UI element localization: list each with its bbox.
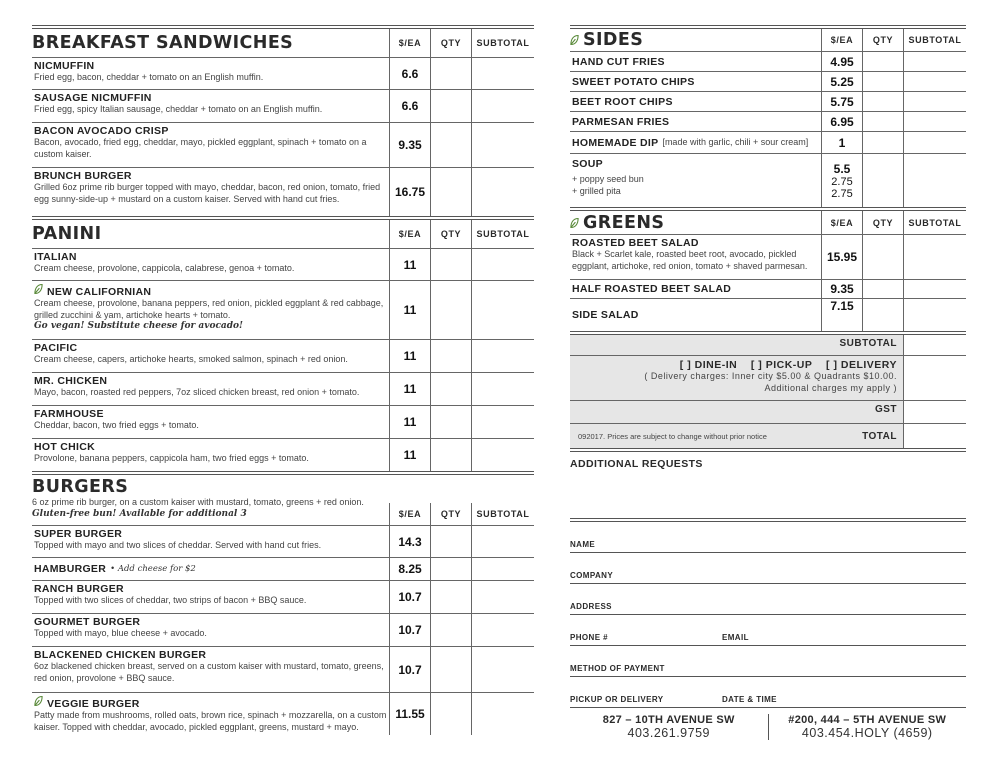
item-desc: Provolone, banana peppers, cappicola ham, two fried eggs + tomato.: [34, 453, 309, 463]
subtotal-cell[interactable]: [471, 90, 534, 122]
menu-item: [570, 298, 966, 331]
option-price: 2.75: [831, 187, 853, 200]
delivery-note: Additional charges my apply ): [764, 382, 897, 393]
item-price: 5.25: [821, 72, 862, 91]
qty-cell[interactable]: [430, 693, 471, 735]
payment-field[interactable]: [570, 646, 966, 677]
price-col-header: $/EA: [821, 211, 862, 234]
item-name: PARMESAN FRIES: [572, 115, 670, 128]
leaf-icon: [34, 283, 43, 295]
item-price: 6.95: [821, 112, 862, 131]
qty-cell[interactable]: [430, 373, 471, 405]
qty-cell[interactable]: [862, 280, 903, 298]
item-price: 11: [389, 439, 430, 471]
item-desc: Patty made from mushrooms, rolled oats, brown rice, spinach + mozzarella, on a custom kaiser. Topped with cheddar, avocado, pickled eggplant, greens, mustard + mayo.: [34, 710, 387, 732]
right-column: [570, 25, 966, 740]
item-name: GOURMET BURGER: [34, 616, 141, 628]
qty-col-header: QTY: [430, 503, 471, 525]
item-name: SIDE SALAD: [572, 309, 639, 321]
qty-cell[interactable]: [430, 581, 471, 613]
section-title: BURGERS: [32, 477, 129, 497]
total-label: TOTAL: [862, 430, 897, 442]
subtotal-col-header: SUBTOTAL: [471, 29, 534, 57]
gst-label: GST: [874, 404, 897, 415]
gluten-free-note: Gluten-free bun! Available for additional 3: [32, 508, 247, 519]
menu-item: [32, 692, 534, 735]
subtotal-cell[interactable]: [471, 58, 534, 89]
price-col-header: $/EA: [389, 29, 430, 57]
item-price: 11.55: [389, 693, 430, 735]
qty-cell[interactable]: [862, 112, 903, 131]
subtotal-cell[interactable]: [903, 235, 966, 279]
item-price: 1: [821, 132, 862, 153]
name-label: NAME: [570, 540, 596, 549]
item-desc: Black + Scarlet kale, roasted beet root, avocado, pickled eggplant, artichoke, red onion, tomato + shaved parmesan.: [572, 249, 808, 271]
section-title: GREENS: [583, 212, 665, 233]
item-price: 11: [389, 373, 430, 405]
qty-cell[interactable]: [430, 249, 471, 280]
item-desc: Bacon, avocado, fried egg, cheddar, mayo, pickled eggplant, spinach + tomato on a custom kaiser.: [34, 137, 367, 159]
item-name: BRUNCH BURGER: [34, 170, 132, 182]
item-price: 8.25: [389, 558, 430, 580]
item-desc: Grilled 6oz prime rib burger topped with mayo, cheddar, bacon, red onion, tomato, fried egg sunny-side-up + mustard on a custom kaiser. Served with hand cut fries.: [34, 182, 381, 204]
item-price: 10.7: [389, 647, 430, 692]
totals-box: [570, 335, 966, 448]
menu-item: [570, 234, 966, 279]
soup-option: + poppy seed bun: [572, 174, 644, 184]
item-name: MR. CHICKEN: [34, 375, 108, 387]
item-price: 15.95: [821, 235, 862, 279]
menu-item: [32, 405, 534, 438]
item-name: HALF ROASTED BEET SALAD: [572, 283, 732, 295]
location-address: #200, 444 – 5TH AVENUE SW: [788, 714, 947, 726]
subtotal-col-header: SUBTOTAL: [903, 211, 966, 234]
subtotal-cell[interactable]: [903, 72, 966, 91]
add-cheese-note: • Add cheese for $2: [110, 564, 196, 574]
item-price: 16.75: [389, 168, 430, 216]
qty-cell[interactable]: [862, 132, 903, 153]
item-price: 5.75: [821, 92, 862, 111]
qty-cell[interactable]: [430, 90, 471, 122]
item-name: FARMHOUSE: [34, 408, 104, 420]
pick-up-checkbox[interactable]: [ ] PICK-UP: [750, 359, 813, 371]
email-label: EMAIL: [722, 633, 749, 642]
payment-label: METHOD OF PAYMENT: [570, 664, 665, 673]
qty-col-header: QTY: [862, 29, 903, 51]
item-name: PACIFIC: [34, 342, 78, 354]
delivery-value[interactable]: [903, 356, 966, 400]
menu-item: [32, 580, 534, 613]
greens-header: [570, 211, 966, 234]
menu-item: [32, 248, 534, 280]
item-name: BACON AVOCADO CRISP: [34, 125, 169, 137]
item-name: BLACKENED CHICKEN BURGER: [34, 649, 207, 661]
price-col-header: $/EA: [389, 503, 430, 525]
dip-note: [made with garlic, chili + sour cream]: [662, 136, 809, 147]
qty-cell[interactable]: [430, 406, 471, 438]
qty-cell[interactable]: [430, 558, 471, 580]
qty-col-header: QTY: [430, 29, 471, 57]
address-label: ADDRESS: [570, 602, 612, 611]
qty-cell[interactable]: [430, 340, 471, 372]
item-desc: Mayo, bacon, roasted red peppers, 7oz sliced chicken breast, red onion + tomato.: [34, 387, 360, 397]
item-price: 11: [389, 340, 430, 372]
company-label: COMPANY: [570, 571, 614, 580]
subtotal-cell[interactable]: [903, 280, 966, 298]
menu-item: [32, 438, 534, 471]
qty-cell[interactable]: [430, 614, 471, 646]
burgers-intro: 6 oz prime rib burger, on a custom kaiser with mustard, tomato, greens + red onion.: [32, 497, 364, 507]
pickup-date-field[interactable]: [570, 677, 966, 708]
menu-item: [570, 131, 966, 153]
menu-item-soup: [570, 153, 966, 207]
menu-item: [32, 372, 534, 405]
menu-item: [32, 167, 534, 216]
subtotal-cell[interactable]: [471, 439, 534, 471]
menu-item: [32, 122, 534, 167]
subtotal-cell[interactable]: [471, 123, 534, 167]
location-address: 827 – 10TH AVENUE SW: [602, 714, 735, 726]
qty-cell[interactable]: [862, 154, 903, 207]
subtotal-cell[interactable]: [903, 299, 966, 331]
item-name: NEW CALIFORNIAN: [47, 286, 152, 298]
item-price: 11: [389, 406, 430, 438]
dine-in-checkbox[interactable]: [ ] DINE-IN: [679, 359, 738, 371]
item-name: HAND CUT FRIES: [572, 55, 665, 68]
item-name: SUPER BURGER: [34, 528, 123, 540]
subtotal-cell[interactable]: [471, 614, 534, 646]
item-desc: Topped with mayo, blue cheese + avocado.: [34, 628, 207, 638]
qty-cell[interactable]: [430, 123, 471, 167]
item-desc: 6oz blackened chicken breast, served on a custom kaiser with mustard, tomato, greens, red onion, provolone + BBQ sauce.: [34, 661, 384, 683]
item-name: HOMEMADE DIP: [572, 136, 659, 149]
menu-item: [32, 57, 534, 89]
subtotal-col-header: SUBTOTAL: [471, 220, 534, 248]
qty-cell[interactable]: [430, 647, 471, 692]
menu-item: [32, 280, 534, 339]
locations-footer: [570, 714, 966, 740]
item-name: VEGGIE BURGER: [47, 698, 140, 710]
item-name: RANCH BURGER: [34, 583, 124, 595]
subtotal-cell[interactable]: [471, 526, 534, 557]
breakfast-header: [32, 29, 534, 57]
item-price: 10.7: [389, 581, 430, 613]
pickup-label: PICKUP OR DELIVERY: [570, 695, 664, 704]
item-desc: Cheddar, bacon, two fried eggs + tomato.: [34, 420, 199, 430]
sides-header: [570, 29, 966, 51]
leaf-icon: [570, 217, 579, 229]
subtotal-col-header: SUBTOTAL: [471, 503, 534, 525]
item-name: HAMBURGER: [34, 563, 107, 575]
phone-label: PHONE #: [570, 633, 608, 642]
leaf-icon: [570, 34, 579, 46]
panini-header: [32, 220, 534, 248]
price-col-header: $/EA: [389, 220, 430, 248]
section-title: PANINI: [32, 224, 102, 244]
subtotal-cell[interactable]: [471, 406, 534, 438]
item-name: NICMUFFIN: [34, 60, 95, 72]
menu-item: [32, 613, 534, 646]
menu-item: [570, 91, 966, 111]
leaf-icon: [34, 695, 43, 707]
item-name: SOUP: [572, 158, 603, 170]
location-phone: 403.454.HOLY (4659): [801, 726, 933, 740]
qty-cell[interactable]: [862, 72, 903, 91]
qty-cell[interactable]: [430, 439, 471, 471]
total-value[interactable]: [903, 424, 966, 448]
subtotal-cell[interactable]: [471, 340, 534, 372]
item-name: BEET ROOT CHIPS: [572, 95, 673, 108]
item-desc: Cream cheese, provolone, cappicola, calabrese, genoa + tomato.: [34, 263, 295, 273]
item-price: 14.3: [389, 526, 430, 557]
additional-requests-label: ADDITIONAL REQUESTS: [570, 458, 703, 470]
subtotal-cell[interactable]: [903, 132, 966, 153]
name-field[interactable]: [570, 522, 966, 553]
vegan-note: Go vegan! Substitute cheese for avocado!: [34, 321, 243, 331]
subtotal-cell[interactable]: [471, 373, 534, 405]
location: [570, 714, 769, 740]
subtotal-cell[interactable]: [471, 249, 534, 280]
subtotal-col-header: SUBTOTAL: [903, 29, 966, 51]
phone-email-field[interactable]: [570, 615, 966, 646]
menu-item: [570, 111, 966, 131]
item-desc: Cream cheese, capers, artichoke hearts, smoked salmon, spinach + red onion.: [34, 354, 348, 364]
item-price: 6.6: [389, 90, 430, 122]
delivery-note: ( Delivery charges: Inner city $5.00 & Quadrants $10.00.: [644, 371, 897, 381]
menu-item: [570, 51, 966, 71]
subtotal-cell[interactable]: [471, 558, 534, 580]
subtotal-cell[interactable]: [471, 693, 534, 735]
qty-cell[interactable]: [430, 526, 471, 557]
subtotal-cell[interactable]: [903, 112, 966, 131]
subtotal-cell[interactable]: [471, 647, 534, 692]
qty-cell[interactable]: [862, 299, 903, 331]
menu-item: [32, 89, 534, 122]
subtotal-cell[interactable]: [903, 92, 966, 111]
price-col-header: $/EA: [821, 29, 862, 51]
qty-col-header: QTY: [862, 211, 903, 234]
qty-cell[interactable]: [430, 168, 471, 216]
soup-option: + grilled pita: [572, 186, 621, 196]
qty-cell[interactable]: [862, 52, 903, 71]
item-name: ROASTED BEET SALAD: [572, 237, 699, 249]
item-name: SWEET POTATO CHIPS: [572, 75, 695, 88]
subtotal-value[interactable]: [903, 335, 966, 355]
option-price: 2.75: [831, 175, 853, 188]
qty-cell[interactable]: [862, 235, 903, 279]
qty-cell[interactable]: [430, 58, 471, 89]
item-desc: Cream cheese, provolone, banana peppers, red onion, pickled eggplant & red cabbage, grilled zucchini & yam, artichoke hearts + tomato.: [34, 298, 384, 320]
subtotal-cell[interactable]: [903, 154, 966, 207]
gst-value[interactable]: [903, 401, 966, 423]
subtotal-cell[interactable]: [903, 52, 966, 71]
item-name: SAUSAGE NICMUFFIN: [34, 92, 152, 104]
section-title: SIDES: [583, 30, 644, 50]
item-desc: Topped with two slices of cheddar, two strips of bacon + BBQ sauce.: [34, 595, 307, 605]
menu-item: [570, 279, 966, 298]
item-price: 6.6: [389, 58, 430, 89]
location: [769, 714, 967, 740]
left-column: [32, 25, 534, 735]
qty-col-header: QTY: [430, 220, 471, 248]
item-price: 9.35: [389, 123, 430, 167]
item-name: ITALIAN: [34, 251, 77, 263]
address-field[interactable]: [570, 584, 966, 615]
subtotal-label: SUBTOTAL: [839, 338, 897, 349]
qty-cell[interactable]: [862, 92, 903, 111]
item-price: 9.35: [821, 280, 862, 298]
item-desc: Fried egg, spicy Italian sausage, cheddar + tomato on an English muffin.: [34, 104, 323, 114]
menu-item: [32, 339, 534, 372]
company-field[interactable]: [570, 553, 966, 584]
menu-item: [32, 525, 534, 557]
subtotal-cell[interactable]: [471, 168, 534, 216]
item-price: 11: [389, 281, 430, 339]
price-disclaimer: 092017. Prices are subject to change without prior notice: [578, 431, 767, 441]
delivery-checkbox[interactable]: [ ] DELIVERY: [826, 359, 897, 371]
item-price: 5.5: [833, 161, 851, 176]
item-name: HOT CHICK: [34, 441, 96, 453]
item-price: 4.95: [821, 52, 862, 71]
menu-item: [32, 646, 534, 692]
item-price: 11: [389, 249, 430, 280]
item-price: 7.15: [821, 299, 862, 331]
location-phone: 403.261.9759: [627, 726, 710, 740]
subtotal-cell[interactable]: [471, 581, 534, 613]
date-label: DATE & TIME: [722, 695, 777, 704]
burgers-header: [32, 475, 534, 525]
menu-item: [32, 557, 534, 580]
item-desc: Fried egg, bacon, cheddar + tomato on an English muffin.: [34, 72, 264, 82]
section-title: BREAKFAST SANDWICHES: [32, 33, 294, 53]
qty-cell[interactable]: [430, 281, 471, 339]
subtotal-cell[interactable]: [471, 281, 534, 339]
item-price: 10.7: [389, 614, 430, 646]
menu-item: [570, 71, 966, 91]
item-desc: Topped with mayo and two slices of cheddar. Served with hand cut fries.: [34, 540, 322, 550]
